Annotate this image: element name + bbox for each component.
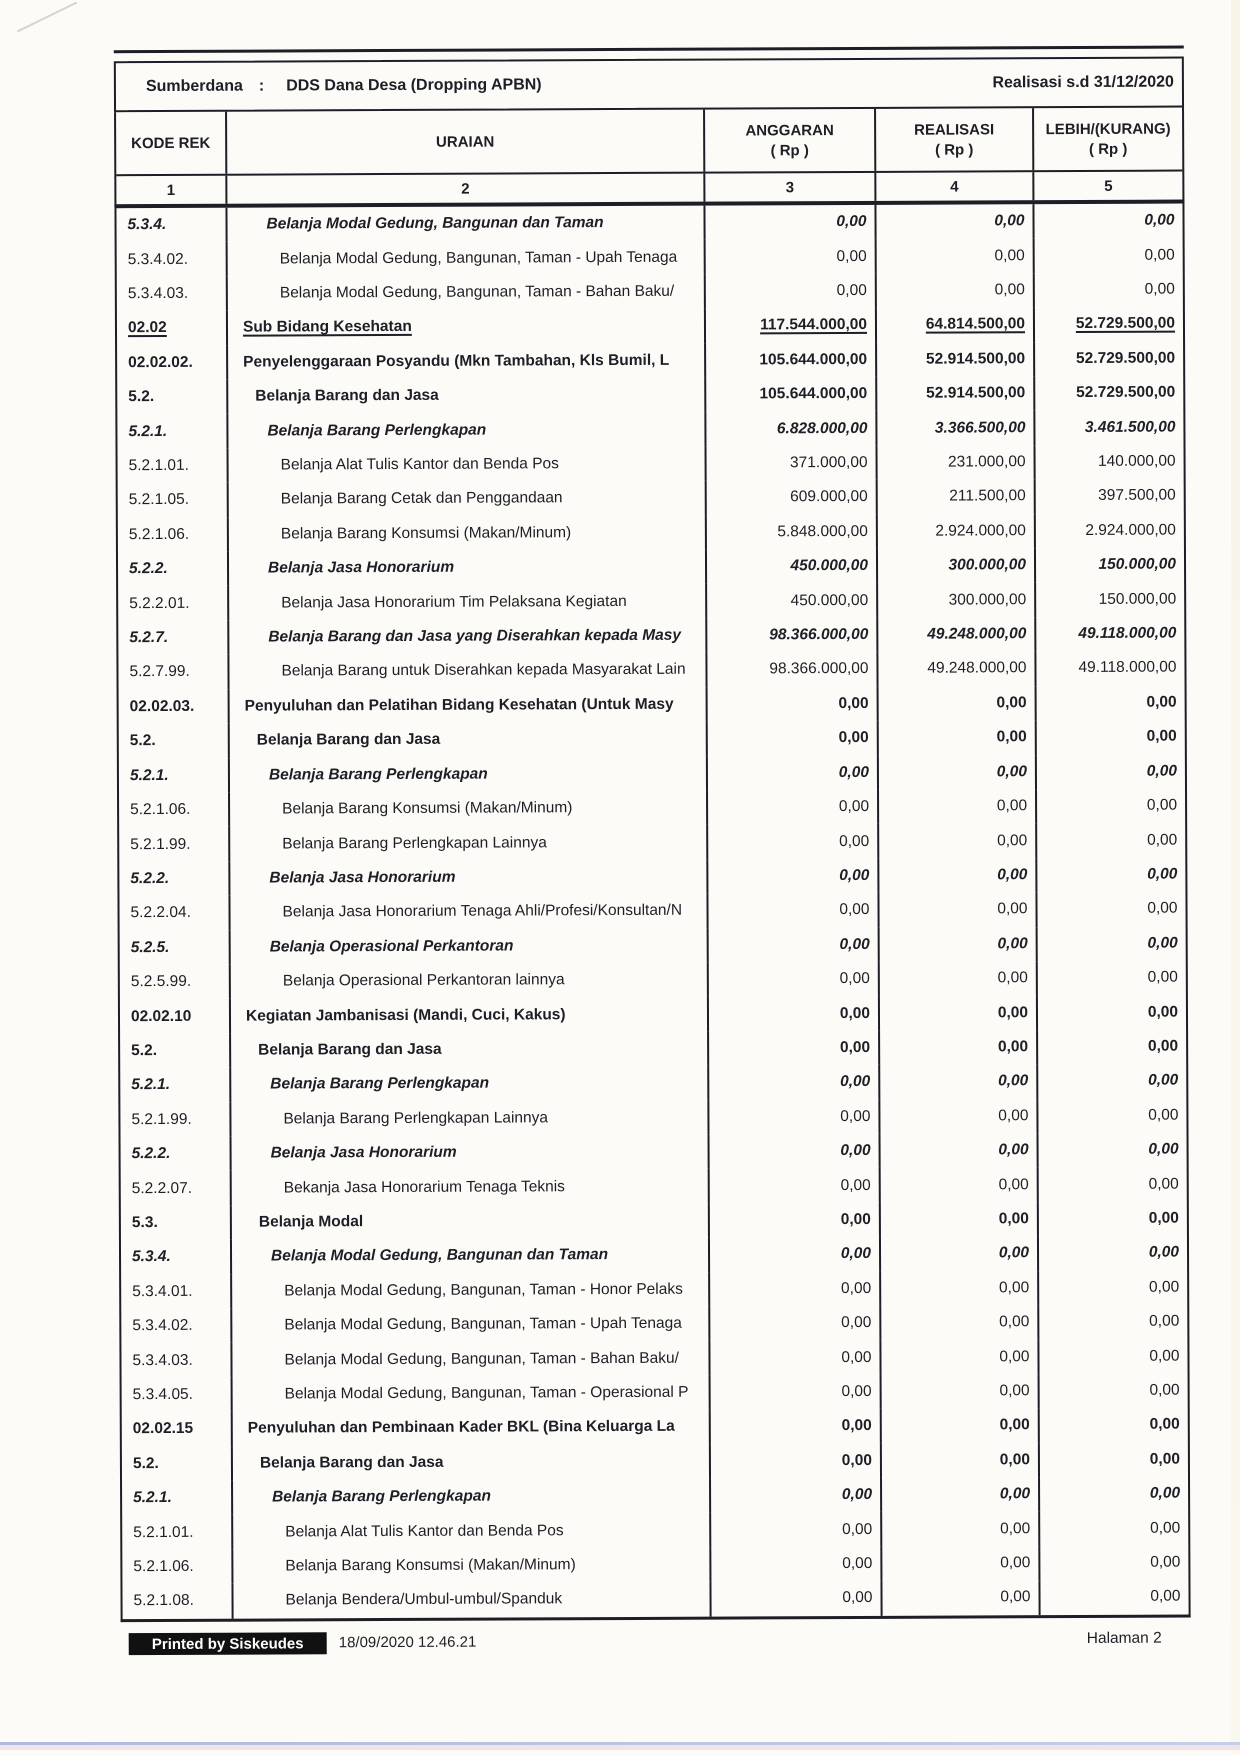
lebih-kurang-cell: 52.729.500,00 <box>1076 383 1176 402</box>
lebih-kurang-cell: 0,00 <box>1146 693 1177 711</box>
realisasi-cell: 0,00 <box>882 1443 1040 1478</box>
table-row <box>119 754 1185 793</box>
lebih-kurang-cell: 52.729.500,00 <box>1075 349 1176 367</box>
table-row <box>122 1545 1188 1584</box>
realisasi-cell: 49.248.000,00 <box>878 617 1036 652</box>
table-row <box>120 960 1186 999</box>
lebih-kurang-cell: 0,00 <box>1144 211 1175 229</box>
lebih-kurang-cell: 0,00 <box>1150 1588 1181 1606</box>
column-title: ANGGARAN <box>745 121 834 139</box>
column-header-realisasi <box>876 108 1034 171</box>
anggaran-cell: 0,00 <box>708 721 879 756</box>
anggaran-cell: 450.000,00 <box>707 549 878 584</box>
table-row <box>120 926 1186 965</box>
anggaran-cell: 0,00 <box>709 962 880 997</box>
uraian-cell: Belanja Barang Perlengkapan <box>231 1066 709 1102</box>
anggaran-cell: 0,00 <box>711 1581 882 1616</box>
kode-rek-cell: 5.3. <box>121 1205 232 1240</box>
uraian-cell: Belanja Barang Perlengkapan Lainnya <box>231 1100 709 1136</box>
lebih-kurang-cell: 0,00 <box>1144 280 1175 298</box>
lebih-kurang-cell: 49.118.000,00 <box>1078 624 1177 643</box>
kode-rek-cell: 5.2.2.04. <box>119 896 230 931</box>
uraian-cell: Belanja Barang Konsumsi (Makan/Minum) <box>229 515 707 551</box>
kode-rek-cell: 5.2.2.07. <box>121 1171 232 1206</box>
anggaran-cell: 0,00 <box>711 1478 882 1513</box>
uraian-cell: Belanja Jasa Honorarium <box>229 550 707 586</box>
table-row <box>119 788 1185 827</box>
kode-rek-cell: 5.2.2. <box>119 861 230 896</box>
printed-by-badge: Printed by Siskeudes <box>129 1632 327 1655</box>
realisasi-cell: 0,00 <box>881 1305 1039 1340</box>
table-header-titles <box>116 108 1182 175</box>
column-header-kode-rek <box>116 112 227 174</box>
lebih-kurang-cell: 0,00 <box>1150 1519 1181 1537</box>
anggaran-cell: 0,00 <box>710 1134 881 1169</box>
report-header <box>114 57 1184 113</box>
uraian-cell: Belanja Modal Gedung, Bangunan, Taman - Bahan Baku/ <box>232 1341 710 1377</box>
uraian-cell: Belanja Barang Perlengkapan <box>230 756 708 792</box>
table-row <box>122 1477 1188 1516</box>
scan-edge-bottom-artifact <box>0 1745 1240 1750</box>
kode-rek-cell: 5.2.2. <box>118 552 229 587</box>
anggaran-cell: 0,00 <box>711 1375 882 1410</box>
table-row <box>117 410 1183 449</box>
realisasi-cell: 0,00 <box>882 1512 1040 1547</box>
lebih-kurang-cell: 3.461.500,00 <box>1084 418 1176 436</box>
lebih-kurang-cell: 0,00 <box>1148 1243 1180 1262</box>
column-title: LEBIH/(KURANG) <box>1045 120 1171 138</box>
kode-rek-cell: 02.02.03. <box>119 689 230 724</box>
source-value: DDS Dana Desa (Dropping APBN) <box>286 75 542 94</box>
anggaran-cell: 0,00 <box>710 1271 881 1306</box>
anggaran-cell: 0,00 <box>710 1203 881 1238</box>
kode-rek-cell: 5.2.1.06. <box>122 1550 233 1585</box>
column-header-lebih-kurang <box>1034 108 1182 171</box>
kode-rek-cell: 5.2.1.05. <box>118 483 229 518</box>
realisasi-period-label: Realisasi s.d 31/12/2020 <box>992 73 1174 91</box>
lebih-kurang-cell: 0,00 <box>1146 727 1177 745</box>
table-row <box>121 1201 1187 1240</box>
lebih-kurang-cell: 0,00 <box>1147 968 1178 986</box>
kode-rek-cell: 5.2.7. <box>118 621 229 656</box>
page-number-label: Halaman 2 <box>1086 1629 1162 1647</box>
uraian-cell: Kegiatan Jambanisasi (Mandi, Cuci, Kakus) <box>231 997 709 1033</box>
kode-rek-cell: 5.3.4.02. <box>117 242 228 277</box>
uraian-cell: Belanja Modal Gedung, Bangunan, Taman - Upah Tenaga <box>228 240 706 276</box>
column-title: REALISASI <box>914 120 995 139</box>
realisasi-cell: 0,00 <box>880 1064 1038 1099</box>
lebih-kurang-cell: 0,00 <box>1148 1278 1180 1296</box>
realisasi-cell: 0,00 <box>880 996 1038 1031</box>
table-row <box>119 892 1185 931</box>
table-row <box>119 720 1185 759</box>
scan-edge-right-artifact <box>1231 0 1240 1753</box>
uraian-cell: Belanja Modal Gedung, Bangunan, Taman - Operasional P <box>233 1375 711 1411</box>
column-index: 5 <box>1104 177 1113 195</box>
table-row <box>118 582 1184 621</box>
column-title: KODE REK <box>131 134 211 152</box>
uraian-cell: Belanja Barang Konsumsi (Makan/Minum) <box>233 1547 711 1583</box>
uraian-cell: Belanja Jasa Honorarium <box>230 859 708 895</box>
lebih-kurang-cell: 0,00 <box>1146 762 1177 780</box>
realisasi-cell: 0,00 <box>882 1580 1040 1615</box>
anggaran-cell: 0,00 <box>711 1547 882 1582</box>
anggaran-cell: 0,00 <box>706 239 877 274</box>
uraian-cell: Belanja Jasa Honorarium Tim Pelaksana Kegiatan <box>229 584 707 620</box>
anggaran-cell: 0,00 <box>708 859 879 894</box>
realisasi-cell: 0,00 <box>879 858 1037 893</box>
kode-rek-cell: 5.3.4. <box>121 1240 232 1275</box>
realisasi-cell: 0,00 <box>879 789 1037 824</box>
lebih-kurang-cell: 0,00 <box>1147 831 1178 849</box>
anggaran-cell: 0,00 <box>709 1099 880 1134</box>
uraian-cell: Belanja Modal Gedung, Bangunan dan Taman <box>227 206 705 242</box>
lebih-kurang-cell: 0,00 <box>1149 1450 1180 1468</box>
realisasi-cell: 231.000,00 <box>878 445 1036 480</box>
column-index: 3 <box>705 173 876 202</box>
lebih-kurang-cell: 0,00 <box>1148 1071 1179 1090</box>
anggaran-cell: 0,00 <box>709 927 880 962</box>
uraian-cell: Belanja Barang Konsumsi (Makan/Minum) <box>230 791 708 827</box>
column-unit: ( Rp ) <box>935 140 974 159</box>
kode-rek-cell: 5.2.1.06. <box>118 517 229 552</box>
uraian-cell: Belanja Jasa Honorarium Tenaga Ahli/Profesi/Konsultan/N <box>230 894 708 930</box>
kode-rek-cell: 5.2.1. <box>119 758 230 793</box>
column-index: 2 <box>227 174 705 204</box>
realisasi-cell: 300.000,00 <box>878 583 1036 618</box>
uraian-cell: Belanja Modal Gedung, Bangunan, Taman - Bahan Baku/ <box>228 274 706 310</box>
anggaran-cell: 0,00 <box>711 1443 882 1478</box>
realisasi-cell: 49.248.000,00 <box>878 651 1036 686</box>
kode-rek-cell: 5.2.5. <box>120 930 231 965</box>
realisasi-cell: 0,00 <box>881 1168 1039 1203</box>
lebih-kurang-cell: 52.729.500,00 <box>1075 314 1176 333</box>
anggaran-cell: 0,00 <box>708 755 879 790</box>
table-row <box>118 479 1184 518</box>
kode-rek-cell: 5.3.4.03. <box>121 1343 232 1378</box>
realisasi-cell: 52.914.500,00 <box>877 376 1035 411</box>
uraian-cell: Belanja Modal Gedung, Bangunan, Taman - Upah Tenaga <box>232 1307 710 1343</box>
table-row <box>122 1373 1188 1412</box>
realisasi-cell: 0,00 <box>881 1202 1039 1237</box>
realisasi-cell: 0,00 <box>879 755 1037 790</box>
lebih-kurang-cell: 397.500,00 <box>1098 487 1176 505</box>
realisasi-cell: 0,00 <box>879 823 1037 858</box>
table-header-indices <box>116 170 1182 205</box>
uraian-cell: Belanja Modal Gedung, Bangunan dan Taman <box>232 1238 710 1274</box>
anggaran-cell: 0,00 <box>705 205 876 240</box>
realisasi-cell: 211.500,00 <box>878 479 1036 514</box>
table-row <box>119 685 1185 724</box>
anggaran-cell: 105.644.000,00 <box>706 342 877 377</box>
realisasi-cell: 0,00 <box>879 686 1037 721</box>
lebih-kurang-cell: 0,00 <box>1147 899 1178 918</box>
realisasi-cell: 3.366.500,00 <box>877 411 1035 446</box>
table-row <box>117 307 1183 346</box>
source-label: Sumberdana <box>145 77 243 95</box>
anggaran-cell: 98.366.000,00 <box>707 652 878 687</box>
uraian-cell: Belanja Barang dan Jasa <box>228 378 706 414</box>
uraian-cell: Bekanja Jasa Honorarium Tenaga Teknis <box>232 1169 710 1205</box>
uraian-cell: Belanja Barang dan Jasa <box>233 1444 711 1480</box>
kode-rek-cell: 02.02 <box>117 311 228 346</box>
realisasi-cell: 0,00 <box>879 892 1037 927</box>
table-row <box>121 1133 1187 1172</box>
kode-rek-cell: 5.2.1.99. <box>120 1102 231 1137</box>
column-unit: ( Rp ) <box>1089 140 1128 158</box>
table-body <box>114 204 1190 1622</box>
kode-rek-cell: 5.2.1.01. <box>122 1515 233 1550</box>
realisasi-cell: 0,00 <box>880 1099 1038 1134</box>
lebih-kurang-cell: 140.000,00 <box>1097 452 1176 470</box>
table-row <box>118 444 1184 483</box>
lebih-kurang-cell: 0,00 <box>1148 1175 1179 1193</box>
realisasi-cell: 2.924.000,00 <box>878 514 1036 549</box>
kode-rek-cell: 5.2. <box>117 380 228 415</box>
table-row <box>121 1270 1187 1309</box>
kode-rek-cell: 02.02.15 <box>122 1412 233 1447</box>
lebih-kurang-cell: 0,00 <box>1149 1415 1180 1434</box>
table-row <box>121 1167 1187 1206</box>
table-row <box>122 1408 1188 1447</box>
kode-rek-cell: 5.2.1. <box>120 1068 231 1103</box>
table-row <box>118 513 1184 552</box>
kode-rek-cell: 5.2.1. <box>117 414 228 449</box>
kode-rek-cell: 5.3.4.02. <box>121 1309 232 1344</box>
uraian-cell: Belanja Alat Tulis Kantor dan Benda Pos <box>229 446 707 482</box>
uraian-cell: Belanja Barang Perlengkapan Lainnya <box>230 825 708 861</box>
table-row <box>118 548 1184 587</box>
realisasi-cell: 0,00 <box>877 273 1035 308</box>
anggaran-cell: 609.000,00 <box>707 480 878 515</box>
realisasi-cell: 0,00 <box>880 1030 1038 1065</box>
table-row <box>119 823 1185 862</box>
anggaran-cell: 450.000,00 <box>707 583 878 618</box>
source-colon: : <box>258 77 265 95</box>
anggaran-cell: 0,00 <box>710 1237 881 1272</box>
uraian-cell: Belanja Operasional Perkantoran <box>231 928 709 964</box>
table-row <box>118 616 1184 655</box>
lebih-kurang-cell: 2.924.000,00 <box>1085 521 1176 539</box>
uraian-cell: Penyuluhan dan Pembinaan Kader BKL (Bina Keluarga La <box>233 1410 711 1446</box>
table-row <box>118 651 1184 690</box>
kode-rek-cell: 5.3.4. <box>116 208 227 243</box>
uraian-cell: Belanja Barang dan Jasa <box>230 722 708 758</box>
lebih-kurang-cell: 49.118.000,00 <box>1078 659 1177 677</box>
realisasi-cell: 0,00 <box>877 239 1035 274</box>
kode-rek-cell: 5.2.1.06. <box>119 793 230 828</box>
anggaran-cell: 6.828.000,00 <box>706 411 877 446</box>
column-index: 4 <box>876 172 1034 201</box>
realisasi-cell: 0,00 <box>876 204 1034 239</box>
table-row <box>122 1580 1188 1619</box>
anggaran-cell: 0,00 <box>708 790 879 825</box>
source-line <box>146 76 542 96</box>
kode-rek-cell: 02.02.02. <box>117 345 228 380</box>
lebih-kurang-cell: 0,00 <box>1147 1037 1179 1055</box>
table-row <box>117 238 1183 277</box>
anggaran-cell: 0,00 <box>710 1340 881 1375</box>
anggaran-cell: 0,00 <box>706 274 877 309</box>
kode-rek-cell: 5.3.4.01. <box>121 1274 232 1309</box>
lebih-kurang-cell: 0,00 <box>1148 1209 1179 1227</box>
uraian-cell: Belanja Barang Cetak dan Penggandaan <box>229 481 707 517</box>
uraian-cell: Sub Bidang Kesehatan <box>228 309 706 345</box>
column-unit: ( Rp ) <box>770 141 809 159</box>
kode-rek-cell: 5.2.5.99. <box>120 965 231 1000</box>
lebih-kurang-cell: 0,00 <box>1148 1106 1179 1124</box>
anggaran-cell: 0,00 <box>708 687 879 722</box>
uraian-cell: Belanja Barang untuk Diserahkan kepada Masyarakat Lain <box>229 653 707 689</box>
lebih-kurang-cell: 0,00 <box>1149 1312 1180 1330</box>
realisasi-cell: 0,00 <box>881 1271 1039 1306</box>
printed-timestamp: 18/09/2020 12.46.21 <box>338 1633 477 1652</box>
table-row <box>120 1064 1186 1103</box>
kode-rek-cell: 5.2.1.01. <box>118 449 229 484</box>
lebih-kurang-cell: 0,00 <box>1147 1003 1179 1021</box>
uraian-cell: Belanja Modal <box>232 1203 710 1239</box>
anggaran-cell: 98.366.000,00 <box>707 618 878 653</box>
lebih-kurang-cell: 0,00 <box>1146 796 1178 814</box>
kode-rek-cell: 02.02.10 <box>120 999 231 1034</box>
column-header-anggaran <box>705 109 876 172</box>
table-row <box>117 341 1183 380</box>
anggaran-cell: 105.644.000,00 <box>706 377 877 412</box>
lebih-kurang-cell: 0,00 <box>1147 865 1178 883</box>
uraian-cell: Belanja Barang Perlengkapan <box>228 412 706 448</box>
table-row <box>121 1236 1187 1275</box>
table-row <box>117 272 1183 311</box>
uraian-cell: Belanja Alat Tulis Kantor dan Benda Pos <box>233 1513 711 1549</box>
lebih-kurang-cell: 0,00 <box>1149 1484 1181 1502</box>
anggaran-cell: 0,00 <box>710 1306 881 1341</box>
anggaran-cell: 5.848.000,00 <box>707 515 878 550</box>
realisasi-cell: 64.814.500,00 <box>877 307 1035 342</box>
realisasi-cell: 0,00 <box>882 1477 1040 1512</box>
anggaran-cell: 0,00 <box>711 1409 882 1444</box>
kode-rek-cell: 5.2.2.01. <box>118 586 229 621</box>
uraian-cell: Belanja Barang Perlengkapan <box>233 1479 711 1515</box>
kode-rek-cell: 5.2. <box>119 724 230 759</box>
anggaran-cell: 0,00 <box>711 1512 882 1547</box>
realisasi-cell: 0,00 <box>882 1546 1040 1581</box>
anggaran-cell: 0,00 <box>708 893 879 928</box>
table-row <box>119 857 1185 896</box>
realisasi-cell: 0,00 <box>879 720 1037 755</box>
table-row <box>120 995 1186 1034</box>
table-row <box>120 1098 1186 1137</box>
uraian-cell: Belanja Modal Gedung, Bangunan, Taman - Honor Pelaks <box>232 1272 710 1308</box>
table-header <box>114 108 1184 209</box>
kode-rek-cell: 5.2.1.99. <box>119 827 230 862</box>
table-row <box>117 376 1183 415</box>
column-title: URAIAN <box>435 133 495 151</box>
uraian-cell: Penyuluhan dan Pelatihan Bidang Kesehatan (Untuk Masy <box>230 687 708 723</box>
realisasi-cell: 0,00 <box>881 1236 1039 1271</box>
lebih-kurang-cell: 0,00 <box>1149 1347 1180 1365</box>
lebih-kurang-cell: 0,00 <box>1150 1553 1181 1571</box>
realisasi-cell: 0,00 <box>882 1408 1040 1443</box>
anggaran-cell: 0,00 <box>709 1065 880 1100</box>
realisasi-cell: 300.000,00 <box>878 548 1036 583</box>
anggaran-cell: 0,00 <box>708 824 879 859</box>
kode-rek-cell: 5.2.7.99. <box>118 655 229 690</box>
uraian-cell: Penyelenggaraan Posyandu (Mkn Tambahan, Kls Bumil, L <box>228 343 706 379</box>
realisasi-cell: 0,00 <box>881 1340 1039 1375</box>
lebih-kurang-cell: 0,00 <box>1147 934 1178 952</box>
anggaran-cell: 371.000,00 <box>707 446 878 481</box>
anggaran-cell: 117.544.000,00 <box>706 308 877 343</box>
table-row <box>120 1029 1186 1068</box>
kode-rek-cell: 5.2.2. <box>121 1137 232 1172</box>
lebih-kurang-cell: 0,00 <box>1148 1140 1179 1158</box>
kode-rek-cell: 5.2.1. <box>122 1481 233 1516</box>
realisasi-cell: 0,00 <box>882 1374 1040 1409</box>
lebih-kurang-cell: 150.000,00 <box>1098 555 1177 574</box>
table-row <box>121 1305 1187 1344</box>
kode-rek-cell: 5.2. <box>122 1446 233 1481</box>
table-row <box>122 1511 1188 1550</box>
realisasi-cell: 0,00 <box>880 961 1038 996</box>
table-row <box>116 204 1182 243</box>
uraian-cell: Belanja Jasa Honorarium <box>232 1135 710 1171</box>
column-index: 1 <box>116 176 227 204</box>
realisasi-cell: 0,00 <box>881 1133 1039 1168</box>
column-header-uraian <box>227 110 705 174</box>
realisasi-cell: 52.914.500,00 <box>877 342 1035 377</box>
page-top-rule <box>114 46 1184 54</box>
uraian-cell: Belanja Barang dan Jasa <box>231 1031 709 1067</box>
realisasi-cell: 0,00 <box>880 927 1038 962</box>
kode-rek-cell: 5.2. <box>120 1033 231 1068</box>
kode-rek-cell: 5.2.1.08. <box>122 1584 233 1619</box>
lebih-kurang-cell: 0,00 <box>1149 1381 1180 1399</box>
uraian-cell: Belanja Bendera/Umbul-umbul/Spanduk <box>233 1582 711 1618</box>
kode-rek-cell: 5.3.4.05. <box>122 1378 233 1413</box>
uraian-cell: Belanja Barang dan Jasa yang Diserahkan kepada Masy <box>229 618 707 654</box>
lebih-kurang-cell: 150.000,00 <box>1098 590 1177 608</box>
kode-rek-cell: 5.3.4.03. <box>117 277 228 312</box>
table-row <box>121 1339 1187 1378</box>
anggaran-cell: 0,00 <box>709 1031 880 1066</box>
anggaran-cell: 0,00 <box>709 996 880 1031</box>
anggaran-cell: 0,00 <box>710 1168 881 1203</box>
lebih-kurang-cell: 0,00 <box>1144 246 1175 264</box>
uraian-cell: Belanja Operasional Perkantoran lainnya <box>231 963 709 999</box>
table-row <box>122 1442 1188 1481</box>
